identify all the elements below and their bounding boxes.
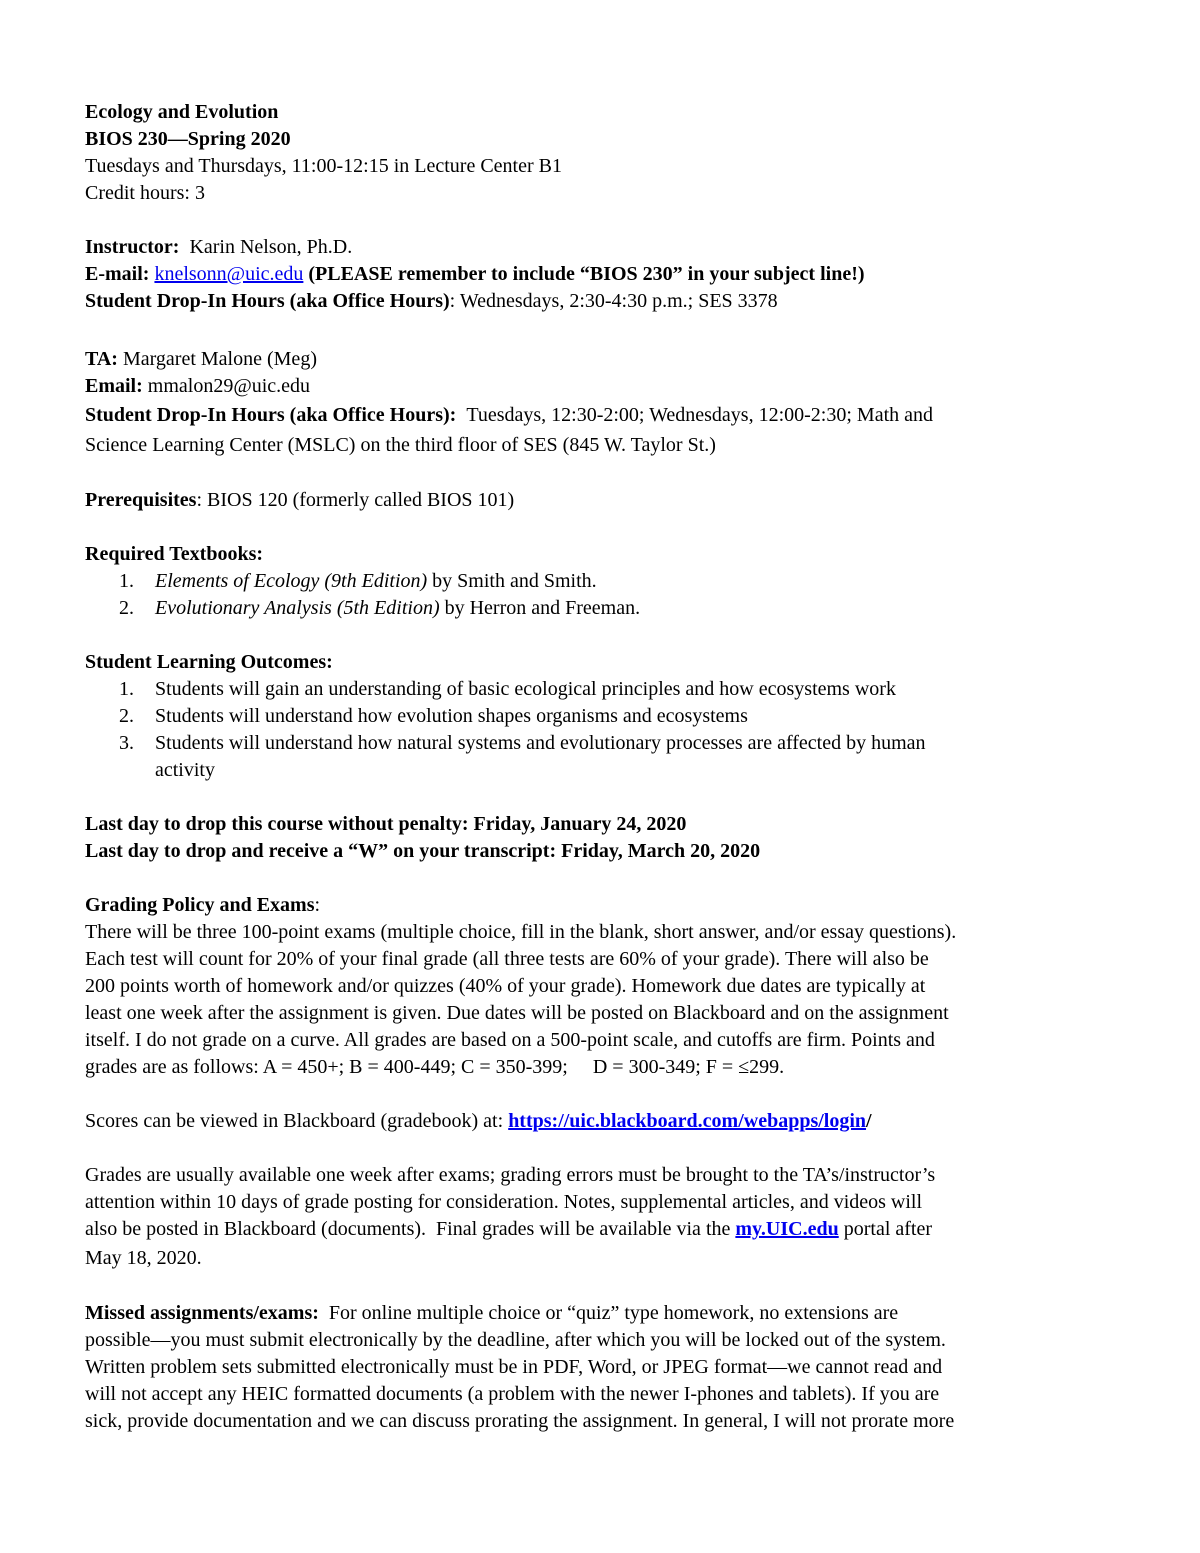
- ta-email: mmalon29@uic.edu: [147, 375, 311, 397]
- grading-heading-colon: :: [314, 894, 321, 916]
- textbooks-list: [85, 568, 1125, 622]
- list-item: [85, 730, 1125, 784]
- myuic-link[interactable]: my.UIC.edu: [735, 1218, 839, 1240]
- instructor-email-line: [85, 261, 1125, 288]
- list-item: [85, 568, 1125, 595]
- textbook-title: Evolutionary Analysis (5th Edition): [155, 597, 440, 619]
- instructor-label: Instructor:: [85, 236, 180, 258]
- list-number: 2.: [119, 597, 134, 619]
- prerequisites-text: : BIOS 120 (formerly called BIOS 101): [196, 489, 515, 511]
- grading-heading: Grading Policy and Exams: [85, 894, 315, 916]
- grading-scale: grades are as follows: A = 450+; B = 400-449; C = 350-399; D = 300-349; F = ≤299.: [85, 1056, 785, 1078]
- prerequisites-label: Prerequisites: [85, 489, 197, 511]
- scores-line: [85, 1108, 1125, 1135]
- instructor-email-label: E-mail:: [85, 263, 150, 285]
- missed-line: [85, 1300, 1125, 1327]
- list-item: [85, 595, 1125, 622]
- instructor-line: [85, 234, 1125, 261]
- grades-text-suffix: portal after: [838, 1218, 933, 1240]
- grades-date: May 18, 2020.: [85, 1247, 202, 1269]
- course-title: Ecology and Evolution: [85, 101, 279, 123]
- list-number: 1.: [119, 570, 134, 592]
- grades-text: Grades are usually available one week after exams; grading errors must be brought to the TA’s/instructor’s: [85, 1164, 936, 1186]
- instructor-email-note: (PLEASE remember to include “BIOS 230” in your subject line!): [308, 263, 865, 285]
- grades-text-line: [85, 1216, 1125, 1243]
- ta-label: TA:: [85, 348, 118, 370]
- list-item: [85, 676, 1125, 703]
- outcomes-heading: Student Learning Outcomes:: [85, 651, 333, 673]
- instructor-email-link[interactable]: knelsonn@uic.edu: [154, 263, 304, 285]
- grading-text: 200 points worth of homework and/or quizzes (40% of your grade). Homework due dates are typically at: [85, 975, 926, 997]
- list-number: 1.: [119, 678, 134, 700]
- syllabus-content: [85, 99, 1125, 1435]
- grades-text-prefix: also be posted in Blackboard (documents). Final grades will be available via the: [85, 1218, 736, 1240]
- ta-line: [85, 346, 1125, 373]
- outcome-text: Students will understand how natural systems and evolutionary processes are affected by human: [155, 732, 926, 754]
- missed-text: will not accept any HEIC formatted documents (a problem with the newer I-phones and tablets). If you are: [85, 1383, 940, 1405]
- credit-hours: Credit hours: 3: [85, 182, 205, 204]
- list-number: 3.: [119, 732, 134, 754]
- grades-text: attention within 10 days of grade posting for consideration. Notes, supplemental articles, and videos will: [85, 1191, 923, 1213]
- missed-text: possible—you must submit electronically by the deadline, after which you will be locked out of the system.: [85, 1329, 946, 1351]
- course-schedule: Tuesdays and Thursdays, 11:00-12:15 in Lecture Center B1: [85, 155, 562, 177]
- ta-hours-line1: Tuesdays, 12:30-2:00; Wednesdays, 12:00-2:30; Math and: [466, 404, 934, 426]
- textbooks-heading: Required Textbooks:: [85, 543, 264, 565]
- prerequisites-line: [85, 487, 1125, 514]
- ta-hours-label: Student Drop-In Hours (aka Office Hours):: [85, 404, 457, 426]
- ta-email-line: [85, 373, 1125, 400]
- missed-text: Written problem sets submitted electronically must be in PDF, Word, or JPEG format—we cannot read and: [85, 1356, 943, 1378]
- textbook-title: Elements of Ecology (9th Edition): [155, 570, 428, 592]
- textbook-authors: by Herron and Freeman.: [439, 597, 641, 619]
- outcome-text: Students will gain an understanding of basic ecological principles and how ecosystems work: [155, 678, 896, 700]
- list-item: [85, 703, 1125, 730]
- grading-heading-line: [85, 892, 1125, 919]
- outcomes-list: [85, 676, 1125, 784]
- instructor-hours-label: Student Drop-In Hours (aka Office Hours): [85, 290, 450, 312]
- drop-deadline: Last day to drop this course without penalty: Friday, January 24, 2020: [85, 813, 687, 835]
- grading-text: Each test will count for 20% of your final grade (all three tests are 60% of your grade). There will also be: [85, 948, 929, 970]
- missed-text: sick, provide documentation and we can discuss prorating the assignment. In general, I will not prorate more: [85, 1410, 955, 1432]
- grading-text: There will be three 100-point exams (multiple choice, fill in the blank, short answer, and/or essay questions).: [85, 921, 957, 943]
- course-code: BIOS 230—Spring 2020: [85, 128, 291, 150]
- ta-hours-line2: Science Learning Center (MSLC) on the third floor of SES (845 W. Taylor St.): [85, 434, 716, 456]
- grading-text: least one week after the assignment is given. Due dates will be posted on Blackboard and on the assignment: [85, 1002, 949, 1024]
- blackboard-link[interactable]: https://uic.blackboard.com/webapps/login: [508, 1110, 867, 1132]
- outcome-text-cont: activity: [155, 759, 215, 781]
- instructor-hours-line: [85, 288, 1125, 315]
- scores-suffix: /: [866, 1110, 872, 1132]
- ta-hours-line: [85, 400, 1125, 430]
- instructor-hours: : Wednesdays, 2:30-4:30 p.m.; SES 3378: [449, 290, 778, 312]
- scores-prefix: Scores can be viewed in Blackboard (gradebook) at:: [85, 1110, 509, 1132]
- ta-name: Margaret Malone (Meg): [122, 348, 317, 370]
- missed-text: For online multiple choice or “quiz” type homework, no extensions are: [318, 1302, 899, 1324]
- instructor-name: Karin Nelson, Ph.D.: [189, 236, 353, 258]
- textbook-authors: by Smith and Smith.: [427, 570, 597, 592]
- ta-email-label: Email:: [85, 375, 143, 397]
- missed-label: Missed assignments/exams:: [85, 1302, 319, 1324]
- outcome-text: Students will understand how evolution shapes organisms and ecosystems: [155, 705, 748, 727]
- grading-text: itself. I do not grade on a curve. All grades are based on a 500-point scale, and cutoffs are firm. Points and: [85, 1029, 935, 1051]
- withdraw-deadline: Last day to drop and receive a “W” on your transcript: Friday, March 20, 2020: [85, 840, 761, 862]
- list-number: 2.: [119, 705, 134, 727]
